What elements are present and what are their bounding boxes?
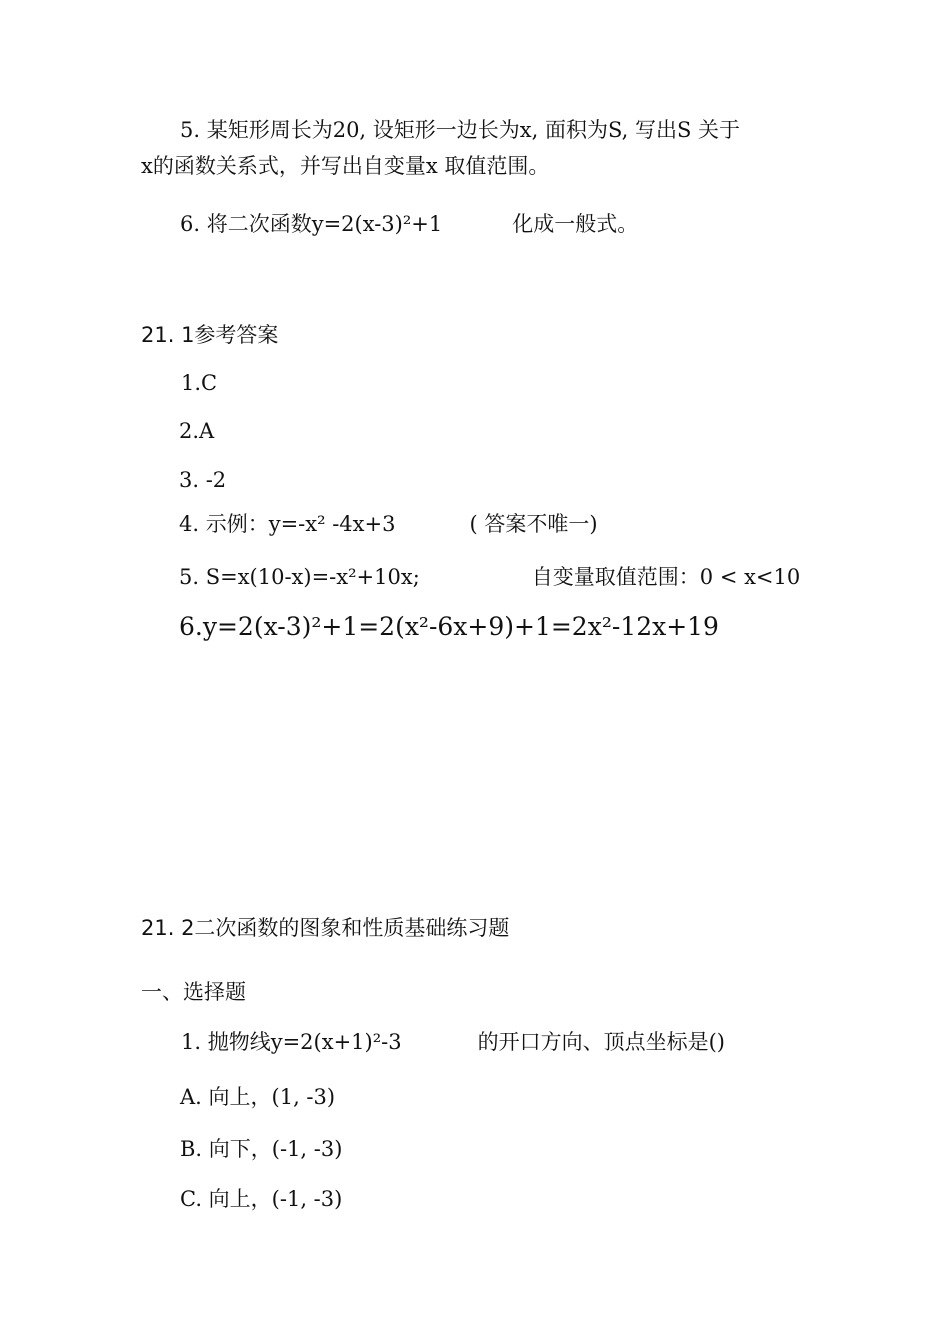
answer-6: 6.y=2(x-3)²+1=2(x²-6x+9)+1=2x²-12x+19 xyxy=(179,612,719,641)
answer-5 xyxy=(179,567,800,588)
option-b: B. 向下，(-1, -3) xyxy=(180,1137,343,1161)
answer-2: 2.A xyxy=(179,419,215,443)
s2-q1-prompt: 的开口方向、顶点坐标是() xyxy=(477,1030,725,1054)
q6-expression: 6. 将二次函数y=2(x-3)²+1 xyxy=(180,212,443,236)
answer-4-example: 4. 示例：y=-x² -4x+3 xyxy=(179,512,396,536)
answer-3: 3. -2 xyxy=(179,468,227,492)
q5-line1: 5. 某矩形周长为20, 设矩形一边长为x, 面积为S, 写出S 关于 xyxy=(180,118,741,142)
answer-5-range: 自变量取值范围：0 < x<10 xyxy=(531,565,801,589)
q6-instruction: 化成一般式。 xyxy=(512,212,639,236)
q6-question xyxy=(180,214,638,235)
answer-5-formula: 5. S=x(10-x)=-x²+10x; xyxy=(179,565,420,589)
answer-1: 1.C xyxy=(181,371,218,395)
s2-q1-expression: 1. 抛物线y=2(x+1)²-3 xyxy=(181,1030,402,1054)
option-a: A. 向上，(1, -3) xyxy=(180,1085,336,1109)
answers-heading: 21. 1参考答案 xyxy=(141,323,279,347)
answer-4 xyxy=(179,514,598,535)
section2-subheading: 一、选择题 xyxy=(141,980,246,1004)
answer-4-note: ( 答案不唯一) xyxy=(469,512,598,536)
s2-question-1 xyxy=(181,1032,725,1053)
q5-line2: x的函数关系式，并写出自变量x 取值范围。 xyxy=(141,154,550,178)
option-c: C. 向上，(-1, -3) xyxy=(180,1187,343,1211)
section2-heading: 21. 2二次函数的图象和性质基础练习题 xyxy=(141,916,510,940)
